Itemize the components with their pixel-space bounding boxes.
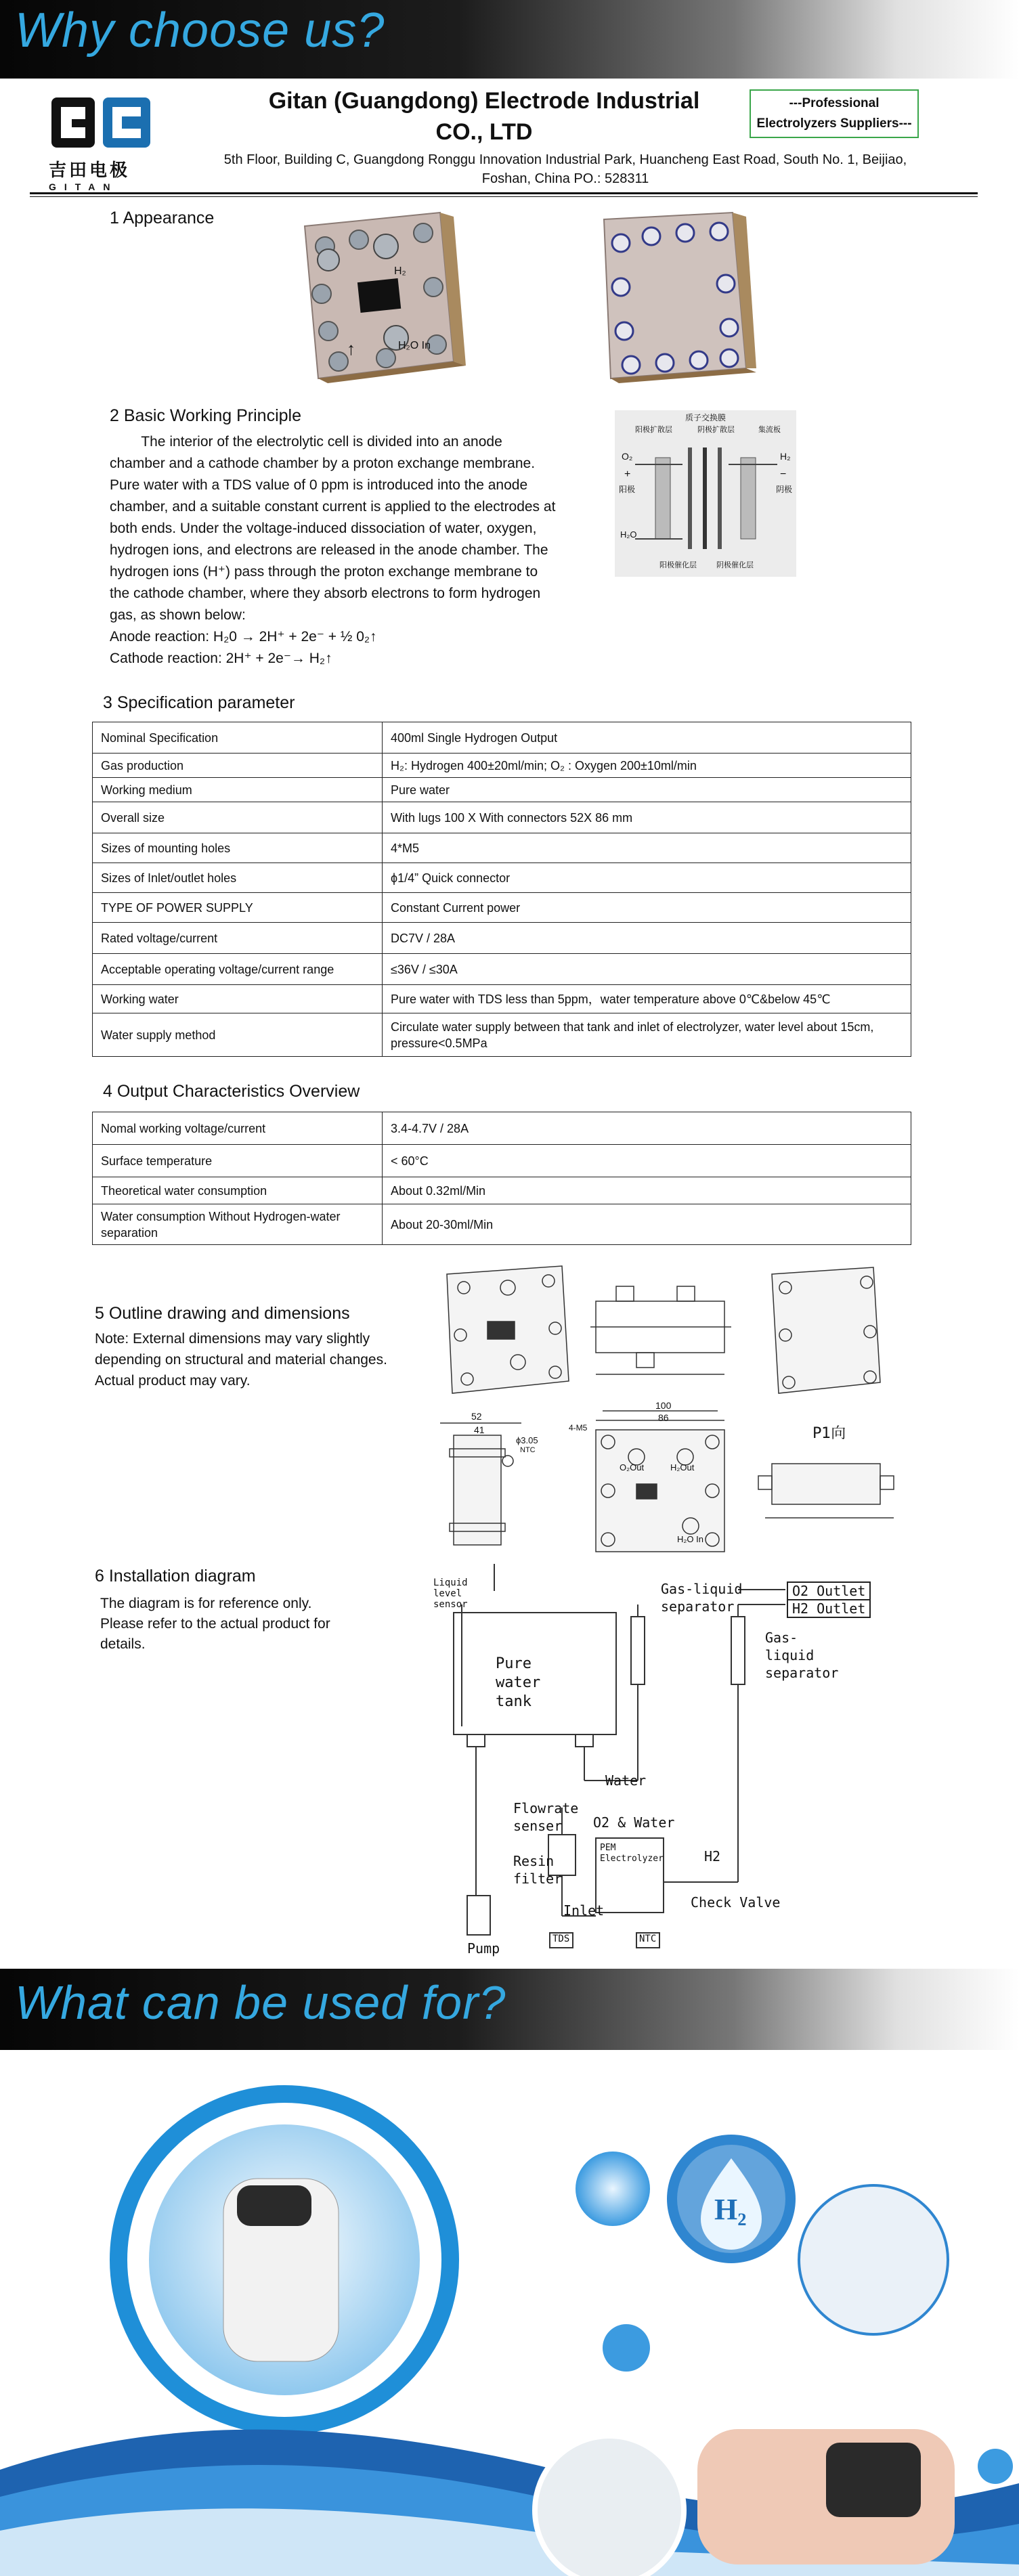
dim-m5: 4-M5: [569, 1423, 588, 1433]
install-note-line: details.: [100, 1636, 146, 1652]
address-line1: 5th Floor, Building C, Guangdong Ronggu Innovation Industrial Park, Huancheng East Road, South No. 1, Beijiao,: [223, 152, 907, 167]
table-row: [93, 778, 911, 802]
label-inlet: Inlet: [563, 1902, 605, 1919]
output-value: About 0.32ml/Min: [383, 1177, 911, 1204]
header-divider: [30, 192, 978, 194]
spec-value: With lugs 100 X With connectors 52X 86 mm: [383, 802, 911, 833]
banner-title: Why choose us?: [15, 3, 385, 58]
output-value: < 60°C: [383, 1145, 911, 1177]
install-note: [100, 1594, 330, 1655]
spec-label: Sizes of Inlet/outlet holes: [93, 863, 383, 893]
diagram-label-cathode-catalyst: 阴极催化层: [716, 561, 754, 569]
label-gas-liquid-separator-1: Gas-liquid separator: [661, 1581, 743, 1615]
front-h2o-in-label: H₂O In: [398, 340, 431, 351]
top-banner: [0, 0, 1019, 79]
label-ntc: NTC: [639, 1934, 657, 1944]
output-value: 3.4-4.7V / 28A: [383, 1112, 911, 1145]
cathode-reaction: Cathode reaction: 2H⁺ + 2e⁻→ H₂↑: [110, 651, 332, 666]
spec-label: Acceptable operating voltage/current range: [93, 954, 383, 985]
logo-chinese-text: 吉田电极: [49, 160, 131, 181]
principle-line: chamber and a cathode chamber by a proton exchange membrane.: [110, 456, 536, 471]
label-water: Water: [605, 1772, 647, 1789]
dim-phi: ϕ3.05: [516, 1435, 538, 1445]
front-h2-label: H₂: [394, 265, 406, 277]
principle-line: The interior of the electrolytic cell is divided into an anode: [110, 434, 502, 450]
section-outline-title: 5 Outline drawing and dimensions: [95, 1304, 350, 1323]
label-resin-filter: Resin filter: [513, 1853, 563, 1887]
company-name-line1: Gitan (Guangdong) Electrode Industrial: [268, 88, 700, 114]
spec-value: 4*M5: [383, 833, 911, 863]
dim-ntc: NTC: [520, 1446, 536, 1454]
principle-line: chamber, and a suitable constant current is applied to the electrodes at: [110, 499, 556, 515]
output-label: Theoretical water consumption: [93, 1177, 383, 1204]
address-line2: Foshan, China PO.: 528311: [481, 171, 649, 186]
dim-h2oin: H₂O In: [677, 1534, 703, 1544]
principle-line: the cathode chamber, where they absorb electrons to form hydrogen: [110, 586, 541, 601]
logo-brand-word: GITAN: [49, 181, 118, 192]
outline-note-line: Actual product may vary.: [95, 1373, 251, 1389]
diagram-plus: +: [624, 468, 631, 480]
applications-illustration: [0, 2050, 1019, 2576]
pem-principle-diagram: [615, 410, 796, 577]
h2-drop-label: H₂: [714, 2193, 747, 2226]
spec-label: Working medium: [93, 778, 383, 802]
principle-line: Pure water with a TDS value of 0 ppm is introduced into the anode: [110, 477, 528, 493]
label-o2-outlet: O2 Outlet: [787, 1581, 871, 1600]
spec-value: 400ml Single Hydrogen Output: [383, 722, 911, 754]
section-install-title: 6 Installation diagram: [95, 1567, 256, 1586]
label-pump: Pump: [467, 1940, 500, 1957]
spec-label: Working water: [93, 985, 383, 1013]
table-row: [93, 1177, 911, 1204]
badge-line2: Electrolyzers Suppliers---: [756, 116, 912, 131]
label-o2-water: O2 & Water: [593, 1814, 675, 1831]
label-h2-outlet: H2 Outlet: [787, 1599, 871, 1618]
spec-value: H₂: Hydrogen 400±20ml/min; O₂ : Oxygen 200±10ml/min: [383, 754, 911, 778]
company-name-line2: CO., LTD: [435, 119, 533, 145]
banner2-title: What can be used for?: [15, 1976, 506, 2029]
label-pem-electrolyzer: PEM Electrolyzer: [600, 1843, 664, 1864]
principle-line: both ends. Under the voltage-induced dissociation of water, oxygen,: [110, 521, 537, 536]
label-gas-liquid-separator-2: Gas-liquid separator: [765, 1630, 839, 1681]
installation-diagram: [433, 1564, 928, 1963]
company-logo: [49, 95, 157, 192]
dim-p1-view: P1向: [812, 1425, 846, 1442]
section-appearance-title: 1 Appearance: [110, 209, 215, 227]
spec-value: Constant Current power: [383, 893, 911, 923]
spec-label: Gas production: [93, 754, 383, 778]
table-row: [93, 754, 911, 778]
output-label: Surface temperature: [93, 1145, 383, 1177]
output-label: Nomal working voltage/current: [93, 1112, 383, 1145]
diagram-label-anode-diffusion: 阳极扩散层: [635, 425, 672, 434]
company-name: [203, 85, 765, 148]
principle-line: hydrogen ions (H⁺) pass through the proton exchange membrane to: [110, 564, 538, 580]
label-pure-water-tank: Pure water tank: [496, 1655, 541, 1710]
table-row: [93, 1145, 911, 1177]
table-row: [93, 1112, 911, 1145]
label-check-valve: Check Valve: [691, 1894, 781, 1911]
section-spec-title: 3 Specification parameter: [103, 693, 295, 712]
spec-label: Water supply method: [93, 1013, 383, 1057]
outline-drawing-sheet: [433, 1261, 901, 1558]
dim-h2out: H₂Out: [670, 1462, 695, 1472]
label-flowrate-senser: Flowrate senser: [513, 1800, 579, 1834]
section-output-title: 4 Output Characteristics Overview: [103, 1082, 360, 1101]
badge-line1: ---Professional: [789, 96, 880, 110]
table-row: [93, 893, 911, 923]
diagram-label-anode-catalyst: 阳极催化层: [659, 561, 697, 569]
output-value: About 20-30ml/Min: [383, 1204, 911, 1245]
spec-value: ≤36V / ≤30A: [383, 954, 911, 985]
electrolyzer-front-image: [284, 206, 467, 389]
diagram-label-h2: H₂: [780, 451, 791, 462]
diagram-label-membrane: 质子交换膜: [685, 413, 727, 422]
outline-note-line: Note: External dimensions may vary slightly: [95, 1331, 370, 1347]
outline-note-line: depending on structural and material changes.: [95, 1352, 387, 1368]
outline-note: [95, 1328, 387, 1391]
table-row: [93, 1204, 911, 1245]
table-row: [93, 863, 911, 893]
principle-line: gas, as shown below:: [110, 607, 246, 623]
table-row: [93, 722, 911, 754]
header-divider-thin: [30, 196, 978, 197]
badge-box: [750, 89, 919, 138]
spec-table: [92, 722, 911, 1057]
diagram-label-h2o: H₂O: [620, 529, 637, 540]
install-note-line: The diagram is for reference only.: [100, 1596, 312, 1611]
table-row: [93, 833, 911, 863]
bottom-banner: [0, 1969, 1019, 2050]
spec-label: Overall size: [93, 802, 383, 833]
output-table: [92, 1112, 911, 1245]
label-liquid-sensor: Liquid level sensor: [433, 1577, 468, 1610]
spec-value: Circulate water supply between that tank and inlet of electrolyzer, water level about 15cm, pressure<0.5MPa: [383, 1013, 911, 1057]
dim-100: 100: [655, 1400, 672, 1411]
diagram-label-anode: 阳极: [619, 485, 636, 494]
label-h2: H2: [704, 1848, 721, 1864]
dim-86: 86: [658, 1412, 669, 1423]
spec-label: Rated voltage/current: [93, 923, 383, 954]
diagram-label-cathode: 阴极: [776, 485, 793, 494]
principle-text: [110, 431, 577, 670]
spec-label: Sizes of mounting holes: [93, 833, 383, 863]
label-tds: TDS: [552, 1934, 570, 1944]
front-arrow-mark: ↑: [347, 339, 355, 359]
principle-line: hydrogen ions, and electrons are released in the anode chamber. The: [110, 542, 548, 558]
electrolyzer-back-image: [584, 206, 760, 389]
diagram-label-o2: O₂: [622, 451, 633, 462]
diagram-label-cathode-diffusion: 阴极扩散层: [697, 425, 735, 434]
table-row: [93, 923, 911, 954]
spec-value: Pure water with TDS less than 5ppm，water temperature above 0℃&below 45℃: [383, 985, 911, 1013]
diagram-label-current-plate: 集流板: [758, 425, 781, 434]
dim-52: 52: [471, 1411, 482, 1422]
table-row: [93, 802, 911, 833]
table-row: [93, 985, 911, 1013]
section-principle-title: 2 Basic Working Principle: [110, 406, 301, 425]
spec-value: Pure water: [383, 778, 911, 802]
anode-reaction: Anode reaction: H₂0 → 2H⁺ + 2e⁻ + ½ 0₂↑: [110, 629, 377, 645]
spec-label: TYPE OF POWER SUPPLY: [93, 893, 383, 923]
install-note-line: Please refer to the actual product for: [100, 1616, 330, 1632]
spec-value: DC7V / 28A: [383, 923, 911, 954]
dim-41: 41: [474, 1424, 485, 1435]
dim-o2out: O₂Out: [620, 1462, 645, 1472]
spec-label: Nominal Specification: [93, 722, 383, 754]
spec-value: ϕ1/4” Quick connector: [383, 863, 911, 893]
table-row: [93, 954, 911, 985]
company-address: [156, 150, 975, 188]
output-label: Water consumption Without Hydrogen-water separation: [93, 1204, 383, 1245]
diagram-minus: −: [780, 468, 787, 480]
table-row: [93, 1013, 911, 1057]
